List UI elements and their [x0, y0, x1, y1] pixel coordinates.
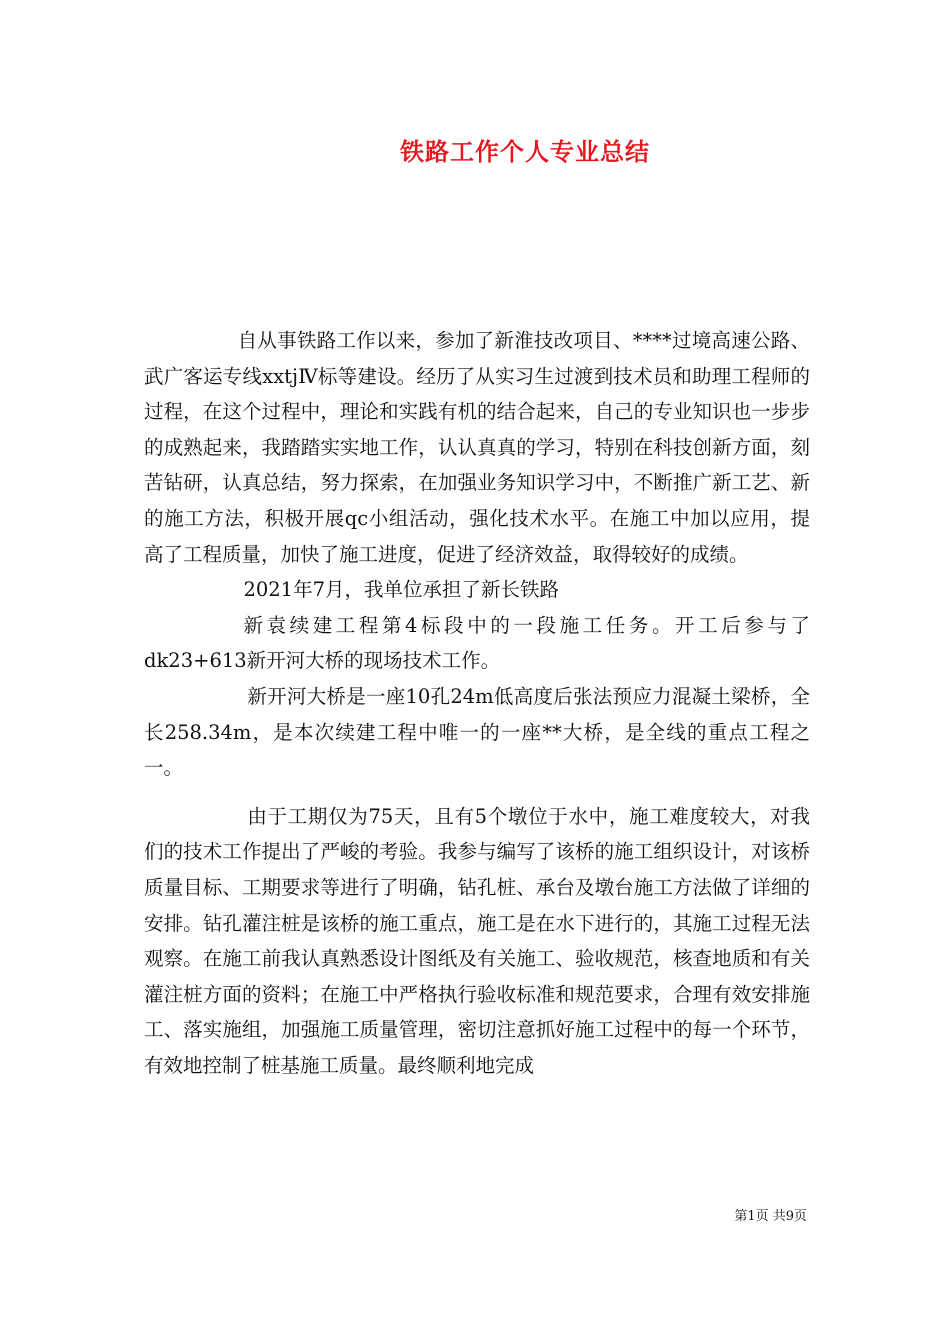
document-title: 铁路工作个人专业总结 — [400, 137, 650, 166]
paragraph-2: 2021年7月，我单位承担了新长铁路 — [243, 578, 559, 602]
page-number: 第1页 共9页 — [734, 1209, 807, 1224]
paragraph-1: 自从事铁路工作以来，参加了新淮技改项目、****过境高速公路、武广客运专线xxtjⅣ标等建设。经历了从实习生过渡到技术员和助理工程师的过程，在这个过程中，理论和实践有机的结合起来，自己的专业知识也一步步的成熟起来，我踏踏实实地工作，认认真真的学习，特别在科技创新方面，刻苦钻研，认真总结，努力探索，在加强业务知识学习中，不断推广新工艺、新的施工方法，积极开展qc小组活动，强化技术水平。在施工中加以应用，提高了工程质量，加快了施工进度，促进了经济效益，取得较好的成绩。 — [144, 329, 810, 566]
paragraph-3: 新袁续建工程第4标段中的一段施工任务。开工后参与了dk23+613新开河大桥的现场技术工作。 — [144, 613, 810, 673]
paragraph-4: 新开河大桥是一座10孔24m低高度后张法预应力混凝土梁桥，全长258.34m，是本次续建工程中唯一的一座**大桥，是全线的重点工程之一。 — [144, 684, 810, 780]
paragraph-5: 由于工期仅为75天，且有5个墩位于水中，施工难度较大，对我们的技术工作提出了严峻的考验。我参与编写了该桥的施工组织设计，对该桥质量目标、工期要求等进行了明确，钻孔桩、承台及墩台施工方法做了详细的安排。钻孔灌注桩是该桥的施工重点，施工是在水下进行的，其施工过程无法观察。在施工前我认真熟悉设计图纸及有关施工、验收规范，核查地质和有关灌注桩方面的资料；在施工中严格执行验收标准和规范要求，合理有效安排施工、落实施组，加强施工质量管理，密切注意抓好施工过程中的每一个环节，有效地控制了桩基施工质量。最终顺利地完成 — [144, 804, 810, 1077]
document-body — [144, 323, 810, 1083]
